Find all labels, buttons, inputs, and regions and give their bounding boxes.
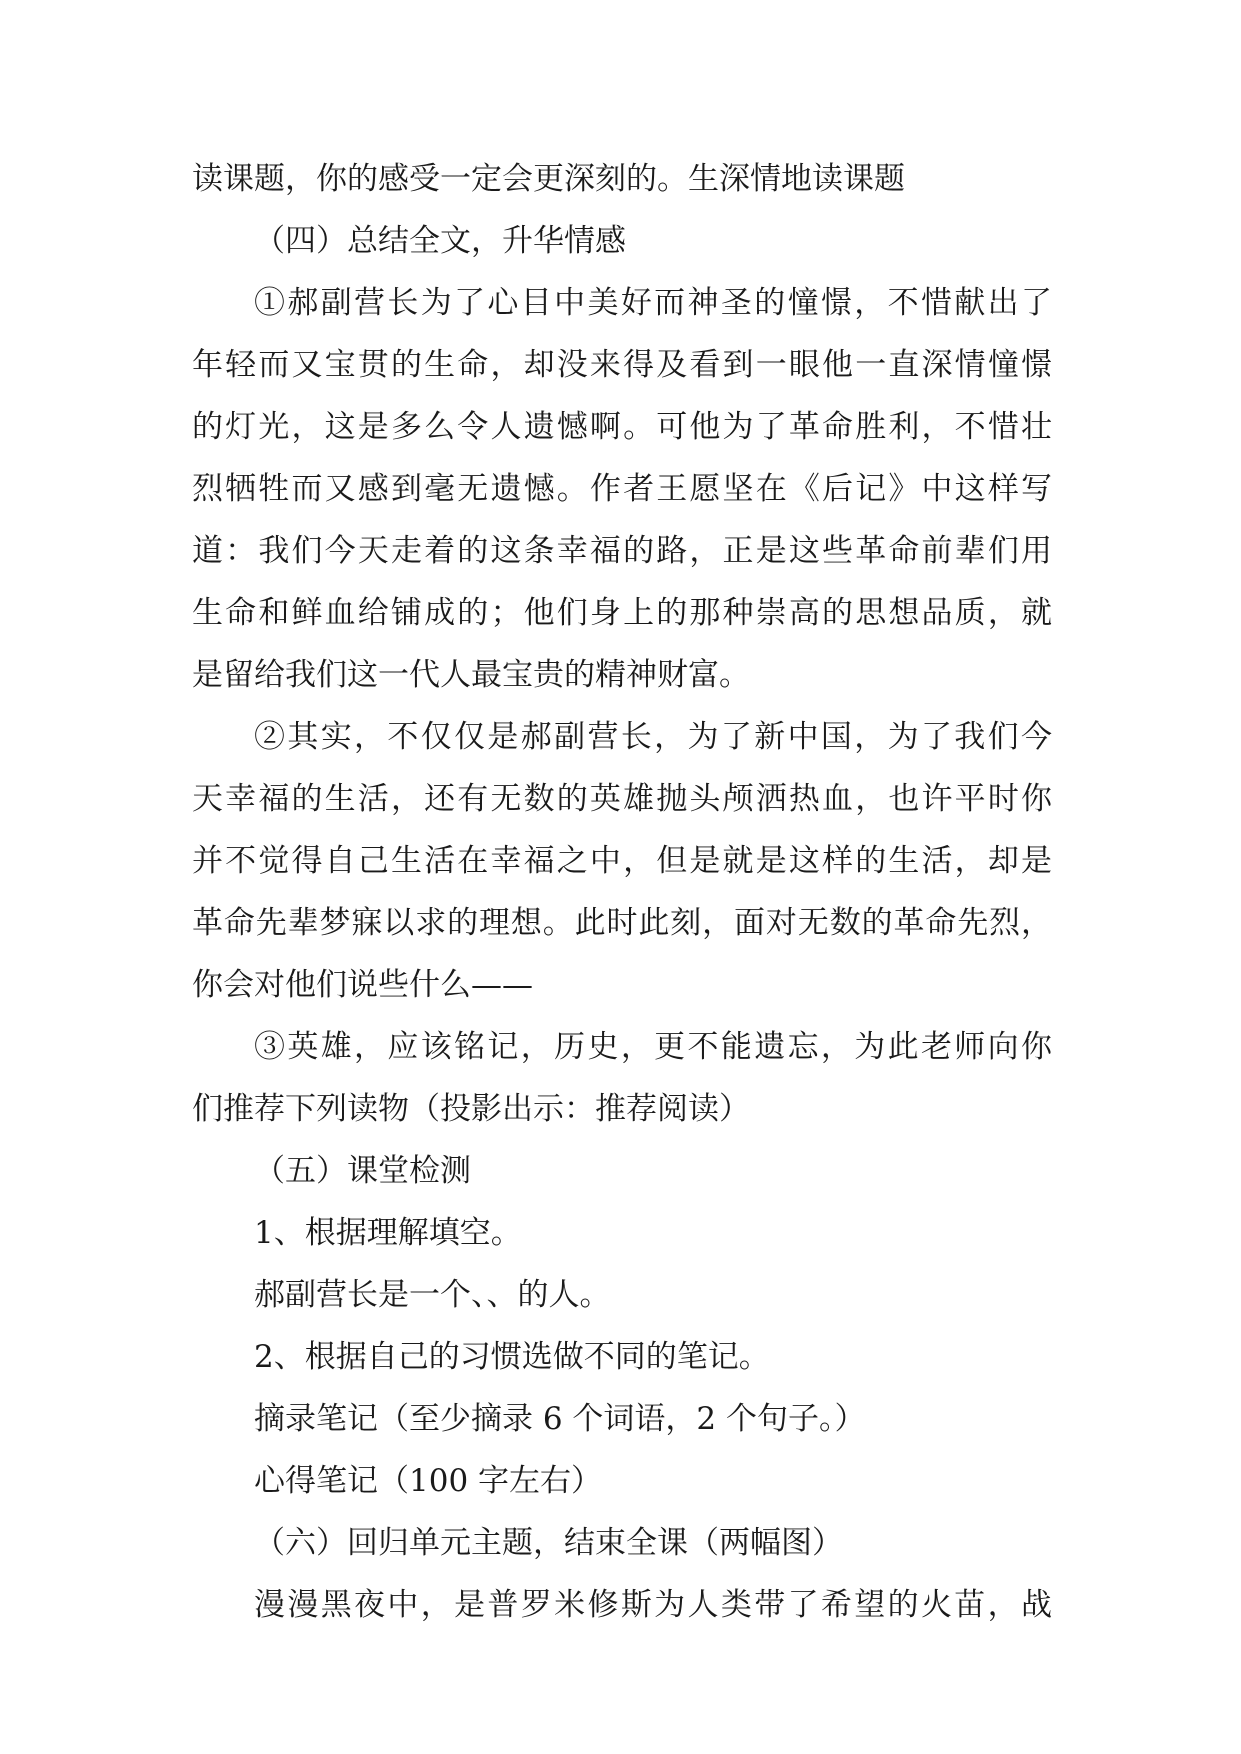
text-line: 并不觉得自己生活在幸福之中，但是就是这样的生活，却是 <box>192 843 1052 879</box>
section-heading: （六）回归单元主题，结束全课（两幅图） <box>254 1525 843 1561</box>
text-line: 的灯光，这是多么令人遗憾啊。可他为了革命胜利，不惜壮 <box>192 409 1052 445</box>
question-item: 2、根据自己的习惯选做不同的笔记。 <box>254 1339 770 1375</box>
paragraph <box>192 272 1052 706</box>
section-heading: （四）总结全文，升华情感 <box>254 223 626 259</box>
text-line: 生命和鲜血给铺成的；他们身上的那种崇高的思想品质，就 <box>192 595 1052 631</box>
question-text: 郝副营长是一个、、的人。 <box>254 1277 611 1313</box>
paragraph <box>192 706 1052 1016</box>
text-line: 你会对他们说些什么—— <box>192 967 533 1003</box>
text-line: 天幸福的生活，还有无数的英雄抛头颅洒热血，也许平时你 <box>192 781 1052 817</box>
question-text: 摘录笔记（至少摘录 6 个词语，2 个句子。） <box>254 1401 866 1437</box>
text-line: 读课题，你的感受一定会更深刻的。生深情地读课题 <box>192 161 905 197</box>
text-line: ③英雄，应该铭记，历史，更不能遗忘，为此老师向你 <box>254 1029 1052 1065</box>
text-line: 烈牺牲而又感到毫无遗憾。作者王愿坚在《后记》中这样写 <box>192 471 1052 507</box>
text-line: 漫漫黑夜中，是普罗米修斯为人类带了希望的火苗，战 <box>254 1587 1052 1623</box>
text-line: 是留给我们这一代人最宝贵的精神财富。 <box>192 657 750 693</box>
question-text: 心得笔记（100 字左右） <box>254 1463 603 1499</box>
document-body <box>192 148 1052 1636</box>
text-line: 革命先辈梦寐以求的理想。此时此刻，面对无数的革命先烈， <box>192 905 1052 941</box>
paragraph <box>192 1016 1052 1140</box>
text-line: 道：我们今天走着的这条幸福的路，正是这些革命前辈们用 <box>192 533 1052 569</box>
section-heading: （五）课堂检测 <box>254 1153 471 1189</box>
text-line: 年轻而又宝贯的生命，却没来得及看到一眼他一直深情憧憬 <box>192 347 1052 383</box>
text-line: ①郝副营长为了心目中美好而神圣的憧憬，不惜献出了 <box>254 285 1052 321</box>
question-item: 1、根据理解填空。 <box>254 1215 522 1251</box>
text-line: 们推荐下列读物（投影出示：推荐阅读） <box>192 1091 750 1127</box>
text-line: ②其实，不仅仅是郝副营长，为了新中国，为了我们今 <box>254 719 1052 755</box>
